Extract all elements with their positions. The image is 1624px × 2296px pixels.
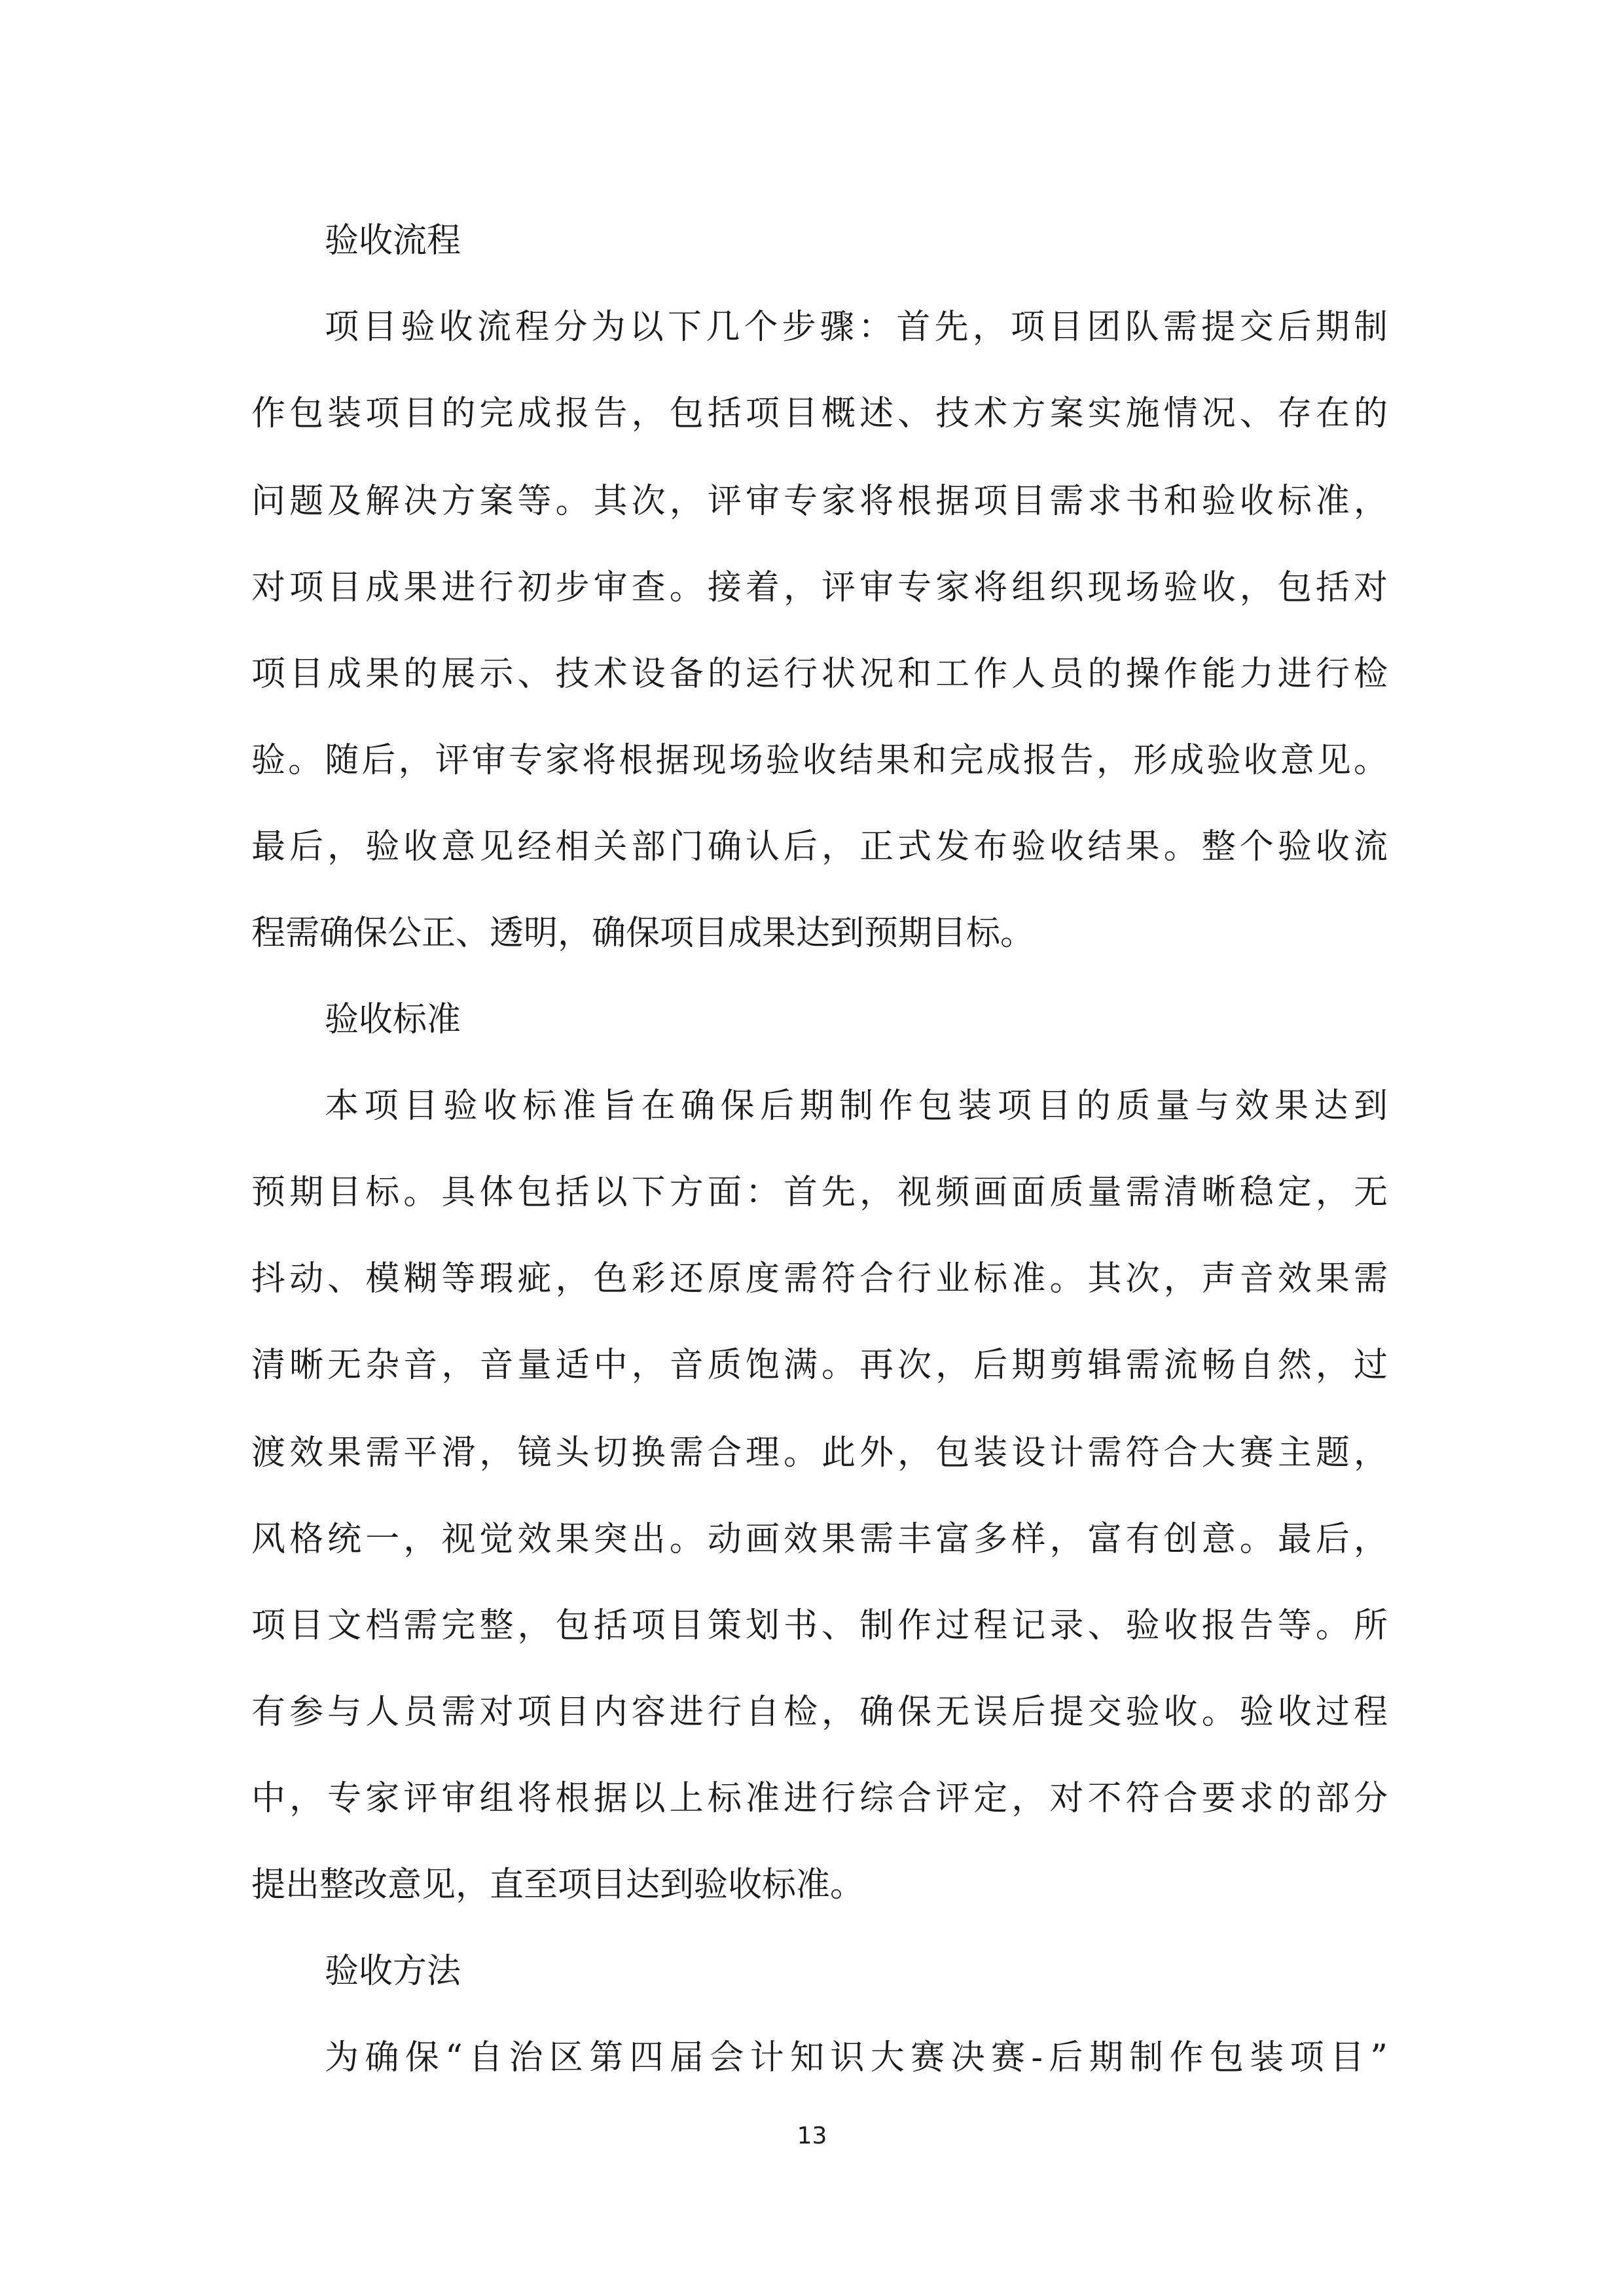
- paragraph-line: 预期目标。具体包括以下方面：首先，视频画面质量需清晰稳定，无: [251, 1173, 1388, 1212]
- paragraph-line: 程需确保公正、透明，确保项目成果达到预期目标。: [251, 914, 1035, 953]
- paragraph-line: 提出整改意见，直至项目达到验收标准。: [251, 1865, 865, 1905]
- paragraph-line: 作包装项目的完成报告，包括项目概述、技术方案实施情况、存在的: [251, 394, 1388, 433]
- paragraph-line: 问题及解决方案等。其次，评审专家将根据项目需求书和验收标准，: [251, 482, 1388, 521]
- paragraph-line: 项目文档需完整，包括项目策划书、制作过程记录、验收报告等。所: [251, 1606, 1388, 1645]
- section-heading-acceptance-standards: 验收标准: [325, 1000, 461, 1039]
- paragraph-line: 渡效果需平滑，镜头切换需合理。此外，包装设计需符合大赛主题，: [251, 1433, 1388, 1473]
- paragraph-line: 清晰无杂音，音量适中，音质饱满。再次，后期剪辑需流畅自然，过: [251, 1346, 1388, 1385]
- paragraph-line: 项目验收流程分为以下几个步骤：首先，项目团队需提交后期制: [325, 308, 1388, 347]
- paragraph-line: 有参与人员需对项目内容进行自检，确保无误后提交验收。验收过程: [251, 1693, 1388, 1732]
- paragraph-line: 对项目成果进行初步审查。接着，评审专家将组织现场验收，包括对: [251, 568, 1388, 607]
- paragraph-line: 抖动、模糊等瑕疵，色彩还原度需符合行业标准。其次，声音效果需: [251, 1259, 1388, 1299]
- paragraph-line: 本项目验收标准旨在确保后期制作包装项目的质量与效果达到: [325, 1086, 1388, 1126]
- paragraph-line: 验。随后，评审专家将根据现场验收结果和完成报告，形成验收意见。: [251, 741, 1388, 780]
- page-number: 13: [797, 2123, 827, 2149]
- paragraph-line: 项目成果的展示、技术设备的运行状况和工作人员的操作能力进行检: [251, 655, 1388, 694]
- paragraph-line: 中，专家评审组将根据以上标准进行综合评定，对不符合要求的部分: [251, 1779, 1388, 1818]
- paragraph-line: 风格统一，视觉效果突出。动画效果需丰富多样，富有创意。最后，: [251, 1520, 1388, 1559]
- paragraph-line: 为确保“自治区第四届会计知识大赛决赛-后期制作包装项目”: [325, 2038, 1388, 2077]
- section-heading-acceptance-process: 验收流程: [325, 221, 461, 260]
- paragraph-line: 最后，验收意见经相关部门确认后，正式发布验收结果。整个验收流: [251, 827, 1388, 867]
- section-heading-acceptance-methods: 验收方法: [325, 1952, 461, 1991]
